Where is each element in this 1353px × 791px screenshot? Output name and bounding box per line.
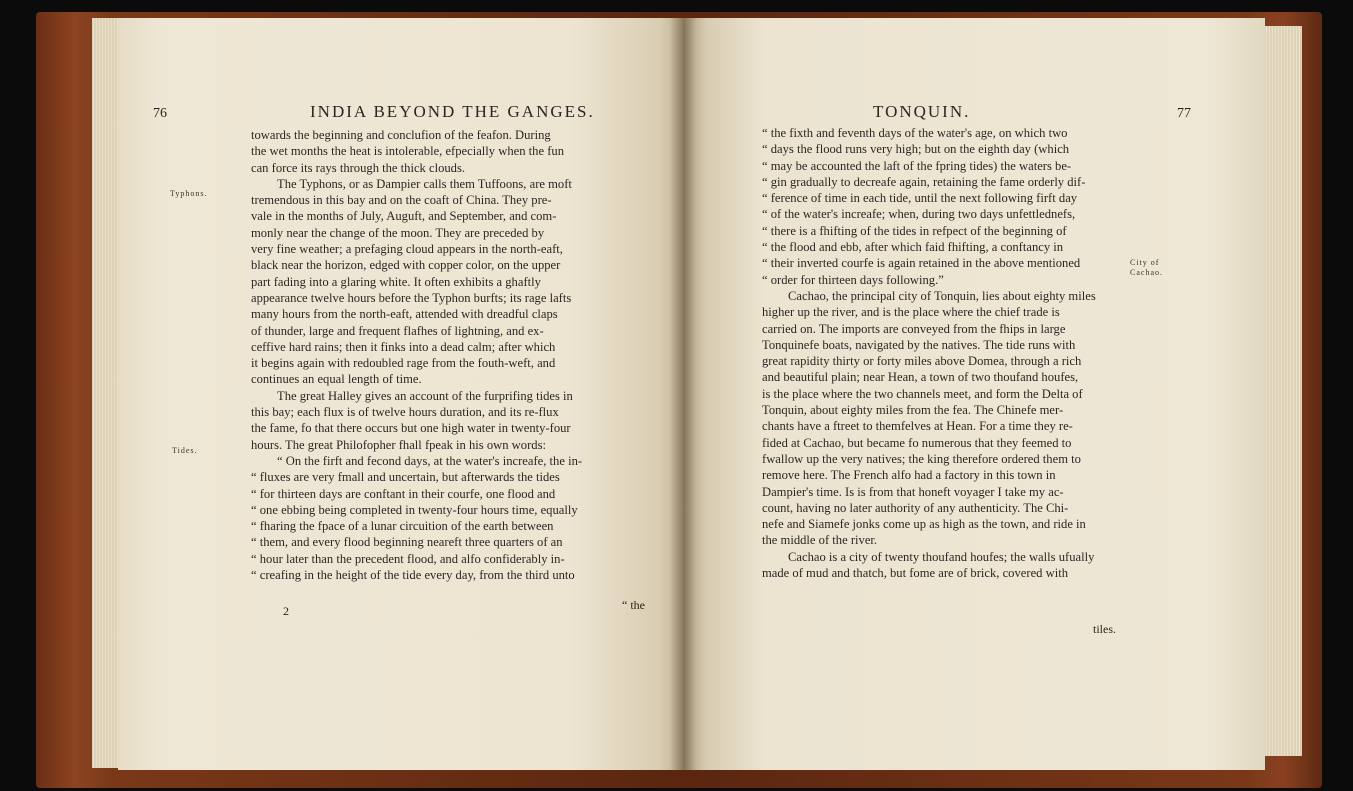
left-signature-mark: 2 — [283, 604, 289, 618]
text-line: made of mud and thatch, but fome are of brick, covered with — [762, 566, 1068, 581]
text-line: appearance twelve hours before the Typhon burfts; its rage lafts — [251, 290, 572, 305]
left-page-number: 76 — [153, 106, 167, 121]
text-line: is the place where the two channels meet, and form the Delta of — [762, 386, 1083, 401]
text-line: this bay; each flux is of twelve hours duration, and its re-flux — [251, 405, 559, 420]
text-line: “ the flood and ebb, after which faid fhifting, a conftancy in — [762, 240, 1064, 255]
margin-note-tides: Tides. — [172, 446, 198, 455]
right-running-head: TONQUIN. — [873, 102, 971, 121]
left-page-text — [251, 127, 582, 583]
margin-note-typhons: Typhons. — [170, 189, 208, 198]
text-line: carried on. The imports are conveyed from the fhips in large — [762, 321, 1066, 336]
text-line: higher up the river, and is the place where the chief trade is — [762, 305, 1060, 320]
text-line: “ days the flood runs very high; but on the eighth day (which — [762, 142, 1070, 157]
text-line: remove here. The French alfo had a factory in this town in — [762, 468, 1056, 483]
text-line: Cachao is a city of twenty thoufand houfes; the walls ufually — [788, 549, 1095, 564]
text-line: and beautiful plain; near Hean, a town of two thoufand houfes, — [762, 370, 1079, 385]
text-line: continues an equal length of time. — [251, 372, 422, 387]
book-gutter — [670, 18, 696, 770]
right-page-number: 77 — [1177, 106, 1191, 121]
text-line: “ of the water's increafe; when, during two days unfettlednefs, — [762, 207, 1076, 222]
text-line: The great Halley gives an account of the furprifing tides in — [277, 388, 573, 403]
right-page-text — [762, 125, 1096, 581]
text-line: of thunder, large and frequent flafhes of lightning, and ex- — [251, 323, 544, 338]
text-line: black near the horizon, edged with copper color, on the upper — [251, 258, 561, 273]
text-line: “ them, and every flood beginning neareft three quarters of an — [251, 535, 563, 550]
text-line: it begins again with redoubled rage from the fouth-weft, and — [251, 356, 556, 371]
text-line: towards the beginning and conclufion of the feafon. During — [251, 128, 551, 142]
text-line: “ order for thirteen days following.” — [762, 272, 944, 287]
text-line: can force its rays through the thick clouds. — [251, 160, 466, 175]
text-line: tremendous in this bay and on the coaft of China. They pre- — [251, 193, 552, 208]
text-line: Tonquinefe boats, navigated by the natives. The tide runs with — [762, 337, 1076, 352]
text-line: count, having no later authority of any authenticity. The Chi- — [762, 500, 1069, 515]
text-line: The Typhons, or as Dampier calls them Tuffoons, are moft — [277, 176, 572, 191]
text-line: “ gin gradually to decreafe again, retaining the fame orderly dif- — [762, 174, 1086, 189]
text-line: the fame, fo that there occurs but one high water in twenty-four — [251, 421, 571, 436]
text-line: ceffive hard rains; then it finks into a dead calm; after which — [251, 339, 556, 354]
text-line: “ ference of time in each tide, until the next following firft day — [762, 191, 1078, 206]
text-line: “ may be accounted the laft of the fpring tides) the waters be- — [762, 158, 1072, 173]
text-line: chants have a ftreet to themfelves at Hean. For a time they re- — [762, 419, 1073, 434]
text-line: “ creafing in the height of the tide every day, from the third unto — [251, 568, 575, 583]
text-line: great rapidity thirty or forty miles above Domea, through a rich — [762, 354, 1082, 369]
left-catchword: “ the — [622, 598, 645, 612]
margin-note-city-of-cachao: City of Cachao. — [1130, 258, 1163, 277]
text-line: “ the fixth and feventh days of the water's age, on which two — [762, 126, 1068, 140]
text-line: part fading into a glaring white. It often exhibits a ghaftly — [251, 274, 541, 289]
text-line: monly near the change of the moon. They are preceded by — [251, 225, 545, 240]
text-line: “ hour later than the precedent flood, and alfo confiderably in- — [251, 551, 565, 566]
text-line: “ fluxes are very fmall and uncertain, but afterwards the tides — [251, 470, 560, 485]
left-running-head: INDIA BEYOND THE GANGES. — [310, 102, 595, 121]
text-line: the middle of the river. — [762, 533, 878, 548]
text-line: Tonquin, about eighty miles from the fea. The Chinefe mer- — [762, 403, 1064, 418]
text-line: very fine weather; a prefaging cloud appears in the north-eaft, — [251, 242, 563, 257]
text-line: “ On the firft and fecond days, at the water's increafe, the in- — [277, 453, 583, 468]
right-page-edges — [1262, 26, 1302, 756]
text-line: hours. The great Philofopher fhall fpeak in his own words: — [251, 437, 546, 452]
text-line: nefe and Siamefe jonks come up as high as the town, and ride in — [762, 517, 1086, 532]
text-line: “ their inverted courfe is again retained in the above mentioned — [762, 256, 1081, 271]
text-line: “ fharing the fpace of a lunar circuition of the earth between — [251, 519, 554, 534]
text-line: Cachao, the principal city of Tonquin, lies about eighty miles — [788, 288, 1096, 303]
text-line: fided at Cachao, but became fo numerous that they feemed to — [762, 435, 1072, 450]
text-line: “ there is a fhifting of the tides in refpect of the beginning of — [762, 223, 1067, 238]
right-catchword: tiles. — [1093, 622, 1116, 636]
text-line: fwallow up the very natives; the king therefore ordered them to — [762, 451, 1081, 466]
text-line: Dampier's time. Is is from that honeft voyager I take my ac- — [762, 484, 1064, 499]
text-line: vale in the months of July, Auguft, and September, and com- — [251, 209, 557, 224]
text-line: many hours from the north-eaft, attended with dreadful claps — [251, 307, 558, 322]
text-line: the wet months the heat is intolerable, efpecially when the fun — [251, 144, 564, 159]
text-line: “ one ebbing being completed in twenty-four hours time, equally — [251, 502, 578, 517]
text-line: “ for thirteen days are conftant in their courfe, one flood and — [251, 486, 556, 501]
